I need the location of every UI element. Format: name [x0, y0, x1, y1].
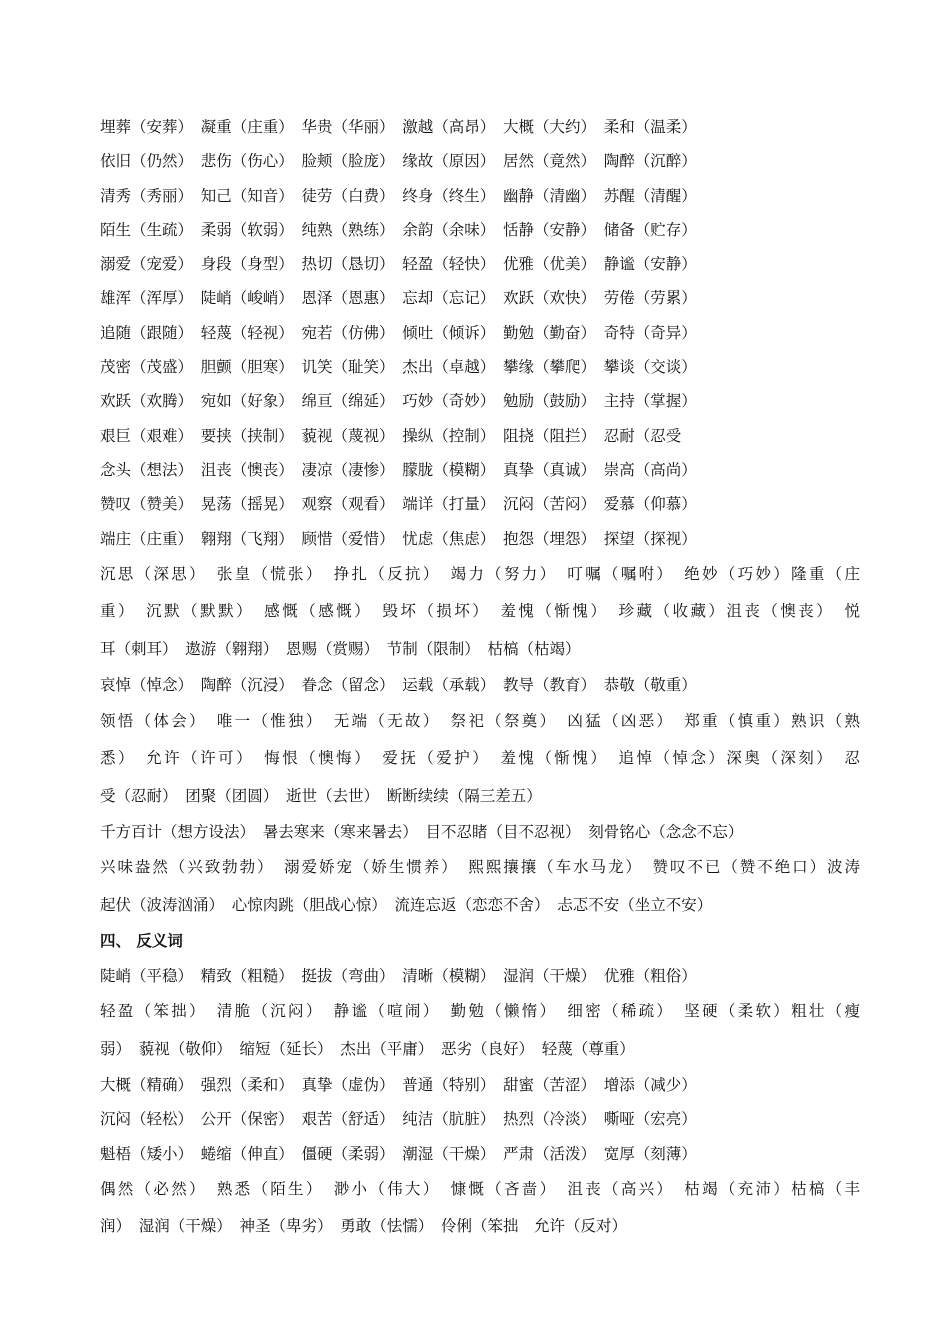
document-page — [100, 110, 860, 1246]
synonym-line-22: 兴味盎然（兴致勃勃） 溺爱娇宠（娇生惯养） 熙熙攘攘（车水马龙） 赞叹不已（赞不绝口）波涛 — [100, 858, 860, 877]
synonym-line-15: 重） 沉默（默默） 感慨（感慨） 毁坏（损坏） 羞愧（惭愧） 珍藏（收藏）沮丧（懊丧） 悦 — [100, 602, 860, 621]
synonym-line-18: 领悟（体会） 唯一（惟独） 无端（无故） 祭祀（祭奠） 凶猛（凶恶） 郑重（慎重）熟识（熟 — [100, 711, 860, 730]
section-number: 四、 — [100, 931, 132, 951]
synonym-line-11: 念头（想法） 沮丧（懊丧） 凄凉（凄惨） 朦胧（模糊） 真挚（真诚） 崇高（高尚） — [100, 460, 697, 479]
synonym-line-14: 沉思（深思） 张皇（慌张） 挣扎（反抗） 竭力（努力） 叮嘱（嘱咐） 绝妙（巧妙）隆重（庄 — [100, 564, 860, 583]
synonym-line-20: 受（忍耐） 团聚（团圆） 逝世（去世） 断断续续（隔三差五） — [100, 786, 542, 805]
antonym-line-7: 偶然（必然） 熟悉（陌生） 渺小（伟大） 慷慨（吝啬） 沮丧（高兴） 枯竭（充沛）枯槁（丰 — [100, 1179, 860, 1198]
synonym-line-7: 追随（跟随） 轻蔑（轻视） 宛若（仿佛） 倾吐（倾诉） 勤勉（勤奋） 奇特（奇异） — [100, 323, 697, 342]
synonym-line-13: 端庄（庄重） 翱翔（飞翔） 顾惜（爱惜） 忧虑（焦虑） 抱怨（埋怨） 探望（探视） — [100, 529, 697, 548]
synonym-line-17: 哀悼（悼念） 陶醉（沉浸） 眷念（留念） 运载（承载） 教导（教育） 恭敬（敬重） — [100, 676, 697, 695]
antonym-line-4: 大概（精确） 强烈（柔和） 真挚（虚伪） 普通（特别） 甜蜜（苦涩） 增添（减少） — [100, 1076, 697, 1095]
antonym-line-8: 润） 湿润（干燥） 神圣（卑劣） 勇敢（怯懦） 伶俐（笨拙 允许（反对） — [100, 1217, 628, 1236]
synonym-line-3: 清秀（秀丽） 知己（知音） 徒劳（白费） 终身（终生） 幽静（清幽） 苏醒（清醒） — [100, 186, 697, 205]
synonym-section — [100, 110, 860, 924]
antonym-line-5: 沉闷（轻松） 公开（保密） 艰苦（舒适） 纯洁（肮脏） 热烈（冷淡） 嘶哑（宏亮） — [100, 1110, 697, 1129]
synonym-line-8: 茂密（茂盛） 胆颤（胆寒） 讥笑（耻笑） 杰出（卓越） 攀缘（攀爬） 攀谈（交谈） — [100, 358, 697, 377]
antonym-section — [100, 959, 860, 1246]
antonym-line-3: 弱） 藐视（敬仰） 缩短（延长） 杰出（平庸） 恶劣（良好） 轻蔑（尊重） — [100, 1039, 635, 1058]
antonym-line-2: 轻盈（笨拙） 清脆（沉闷） 静谧（喧闹） 勤勉（懒惰） 细密（稀疏） 坚硬（柔软）粗壮（瘦 — [100, 1002, 860, 1021]
synonym-line-10: 艰巨（艰难） 要挟（挟制） 藐视（蔑视） 操纵（控制） 阻挠（阻拦） 忍耐（忍受 — [100, 426, 682, 445]
synonym-line-12: 赞叹（赞美） 晃荡（摇晃） 观察（观看） 端详（打量） 沉闷（苦闷） 爱慕（仰慕） — [100, 495, 697, 514]
synonym-line-21: 千方百计（想方设法） 暑去寒来（寒来暑去） 目不忍睹（目不忍视） 刻骨铭心（念念不忘） — [100, 823, 744, 842]
synonym-line-23: 起伏（波涛汹涌） 心惊肉跳（胆战心惊） 流连忘返（恋恋不舍） 忐忑不安（坐立不安） — [100, 895, 713, 914]
synonym-line-6: 雄浑（浑厚） 陡峭（峻峭） 恩泽（恩惠） 忘却（忘记） 欢跃（欢快） 劳倦（劳累） — [100, 289, 697, 308]
synonym-line-9: 欢跃（欢腾） 宛如（好象） 绵亘（绵延） 巧妙（奇妙） 勉励（鼓励） 主持（掌握） — [100, 392, 697, 411]
antonym-line-1: 陡峭（平稳） 精致（粗糙） 挺拔（弯曲） 清晰（模糊） 湿润（干燥） 优雅（粗俗） — [100, 966, 697, 985]
synonym-line-4: 陌生（生疏） 柔弱（软弱） 纯熟（熟练） 余韵（余味） 恬静（安静） 储备（贮存） — [100, 220, 697, 239]
antonym-heading — [100, 924, 860, 958]
synonym-line-2: 依旧（仍然） 悲伤（伤心） 脸颊（脸庞） 缘故（原因） 居然（竟然） 陶醉（沉醉） — [100, 152, 697, 171]
synonym-line-19: 悉） 允许（许可） 悔恨（懊悔） 爱抚（爱护） 羞愧（惭愧） 追悼（悼念）深奥（深刻） 忍 — [100, 749, 860, 768]
antonym-line-6: 魁梧（矮小） 蜷缩（伸直） 僵硬（柔弱） 潮湿（干燥） 严肃（活泼） 宽厚（刻薄） — [100, 1144, 697, 1163]
synonym-line-16: 耳（刺耳） 遨游（翱翔） 恩赐（赏赐） 节制（限制） 枯槁（枯竭） — [100, 639, 581, 658]
synonym-line-1: 埋葬（安葬） 凝重（庄重） 华贵（华丽） 激越（高昂） 大概（大约） 柔和（温柔） — [100, 118, 697, 136]
synonym-line-5: 溺爱（宠爱） 身段（身型） 热切（恳切） 轻盈（轻快） 优雅（优美） 静谧（安静） — [100, 255, 697, 274]
section-title: 反义词 — [136, 931, 183, 951]
